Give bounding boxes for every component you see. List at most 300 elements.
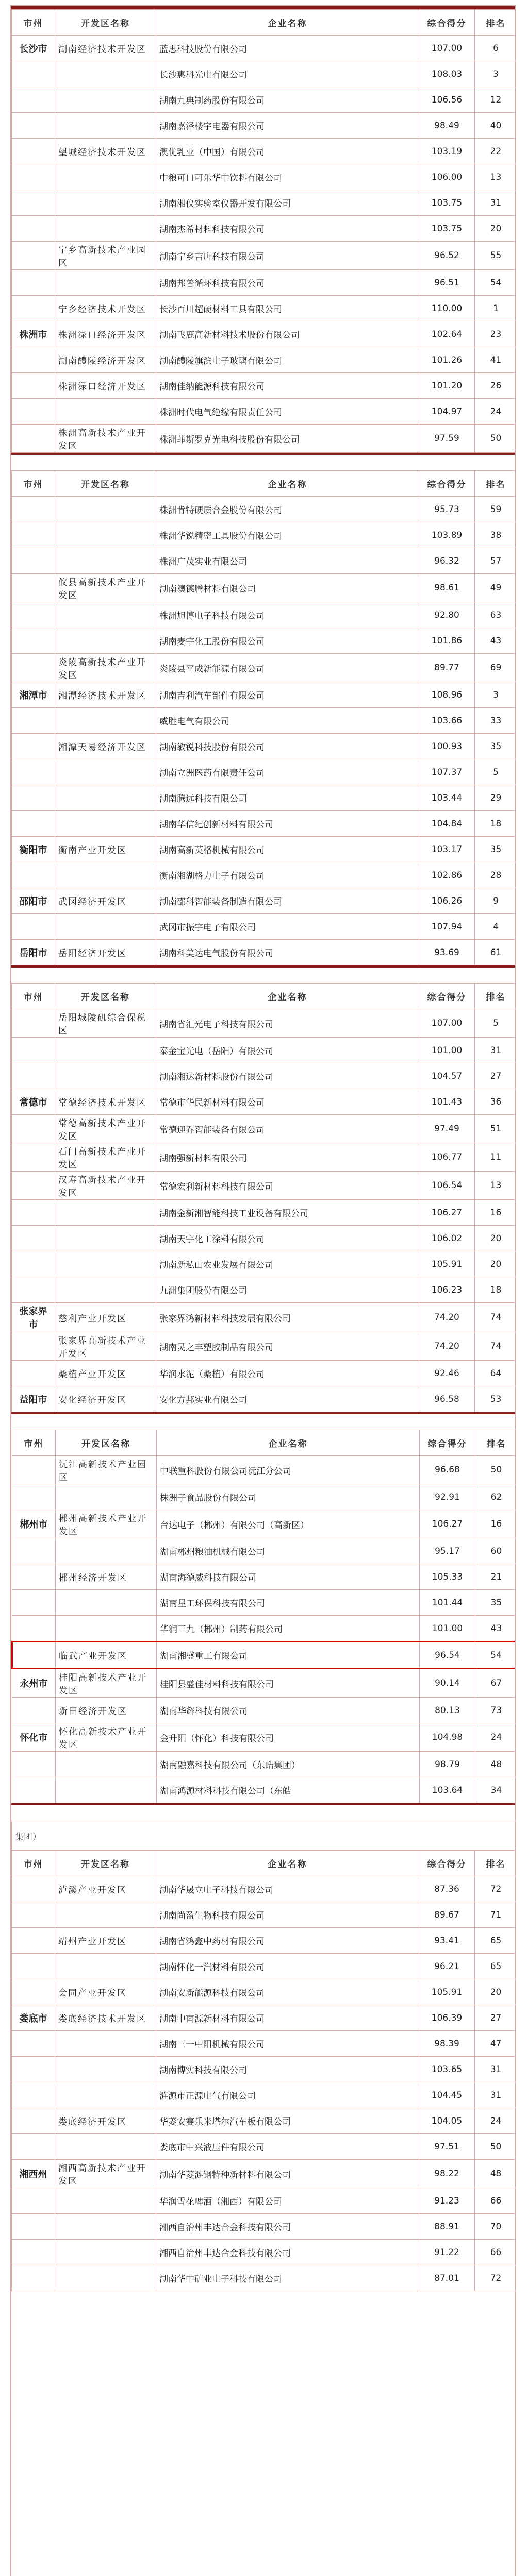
company-cell: 中粮可口可乐华中饮料有限公司 — [156, 164, 419, 190]
city-cell — [12, 2108, 55, 2134]
city-cell — [12, 270, 55, 296]
rank-cell: 61 — [475, 940, 516, 965]
city-cell — [12, 1038, 55, 1063]
rank-cell: 22 — [475, 139, 516, 164]
company-cell: 湖南博实科技有限公司 — [156, 2057, 419, 2082]
company-cell: 泰金宝光电（岳阳）有限公司 — [156, 1038, 419, 1063]
city-cell: 张家界市 — [12, 1303, 55, 1332]
city-cell — [12, 654, 55, 682]
company-cell: 株洲菲斯罗克光电科技股份有限公司 — [156, 425, 419, 453]
table-row — [12, 61, 516, 87]
ranking-table — [11, 1821, 516, 2291]
header-zone: 开发区名称 — [56, 1430, 157, 1456]
score-cell: 96.68 — [420, 1456, 475, 1484]
score-cell: 106.56 — [419, 87, 475, 113]
city-cell — [12, 497, 55, 522]
zone-cell: 安化经济开发区 — [55, 1386, 156, 1412]
zone-cell — [55, 628, 156, 654]
company-cell: 湖南郴州粮油机械有限公司 — [157, 1538, 420, 1564]
score-cell: 101.26 — [419, 347, 475, 373]
city-cell — [12, 399, 55, 425]
company-cell: 湖南湘盛重工有限公司 — [157, 1642, 420, 1669]
rank-cell: 70 — [475, 2214, 516, 2240]
city-cell — [12, 1698, 56, 1723]
section-divider — [11, 453, 515, 470]
company-cell: 湖南华信纪创新材料有限公司 — [156, 811, 419, 837]
zone-cell: 常德经济技术开发区 — [55, 1089, 156, 1115]
table-section — [11, 9, 515, 453]
city-cell — [12, 1456, 56, 1484]
zone-cell: 石门高新技术产业开发区 — [55, 1143, 156, 1172]
table-row — [12, 2005, 516, 2031]
table-row — [12, 2031, 516, 2057]
company-cell: 湖南省鸿鑫中药材有限公司 — [156, 1928, 419, 1954]
score-cell: 106.00 — [419, 164, 475, 190]
table-row — [12, 113, 516, 139]
score-cell: 102.86 — [419, 862, 475, 888]
zone-cell: 汉寿高新技术产业开发区 — [55, 1172, 156, 1200]
table-row — [12, 602, 516, 628]
city-cell: 邵阳市 — [12, 888, 55, 914]
rank-cell: 60 — [475, 1538, 516, 1564]
zone-cell — [55, 811, 156, 837]
ranking-table — [11, 470, 516, 965]
company-cell: 湖南宁乡吉唐科技有限公司 — [156, 242, 419, 270]
city-cell — [12, 164, 55, 190]
rank-cell: 41 — [475, 347, 516, 373]
section-divider — [11, 1412, 515, 1430]
zone-cell — [55, 914, 156, 940]
company-cell: 湖南尚盈生物科技有限公司 — [156, 1902, 419, 1928]
rank-cell: 40 — [475, 113, 516, 139]
rank-cell: 13 — [475, 1172, 516, 1200]
section-divider — [11, 965, 515, 983]
zone-cell: 郴州经济开发区 — [56, 1564, 157, 1590]
table-row — [12, 190, 516, 216]
ranking-table — [11, 983, 516, 1412]
section-divider — [11, 1803, 515, 1821]
city-cell — [12, 1979, 55, 2005]
rank-cell: 3 — [475, 682, 516, 708]
table-row — [12, 1954, 516, 1979]
zone-cell — [55, 1902, 156, 1928]
zone-cell: 泸溪产业开发区 — [55, 1876, 156, 1902]
score-cell: 103.75 — [419, 190, 475, 216]
score-cell: 101.43 — [419, 1089, 475, 1115]
city-cell — [12, 87, 55, 113]
rank-cell: 50 — [475, 1456, 516, 1484]
score-cell: 104.97 — [419, 399, 475, 425]
table-row — [12, 1332, 516, 1361]
table-row — [12, 1876, 516, 1902]
note-cell: 集团） — [12, 1821, 516, 1851]
header-city: 市州 — [12, 1430, 56, 1456]
rank-cell: 74 — [475, 1303, 516, 1332]
zone-cell: 湖南醴陵经济开发区 — [55, 347, 156, 373]
city-cell: 怀化市 — [12, 1723, 56, 1752]
rank-cell: 24 — [475, 2108, 516, 2134]
table-row — [12, 708, 516, 734]
rank-cell: 48 — [475, 2160, 516, 2188]
zone-cell — [55, 2082, 156, 2108]
rank-cell: 50 — [475, 2134, 516, 2160]
header-row — [12, 471, 516, 497]
rank-cell: 20 — [475, 1226, 516, 1251]
table-row — [12, 1143, 516, 1172]
company-cell: 湖南敏锐科技股份有限公司 — [156, 734, 419, 759]
header-row — [12, 984, 516, 1009]
company-cell: 湖南三一中阳机械有限公司 — [156, 2031, 419, 2057]
rank-cell: 66 — [475, 2240, 516, 2265]
table-row — [12, 1038, 516, 1063]
table-row — [12, 242, 516, 270]
zone-cell — [56, 1484, 157, 1510]
score-cell: 90.14 — [420, 1669, 475, 1698]
table-section — [11, 1430, 515, 1803]
company-cell: 湖南省汇光电子科技有限公司 — [156, 1009, 419, 1038]
company-cell: 株洲广茂实业有限公司 — [156, 548, 419, 574]
zone-cell: 湘西高新技术产业开发区 — [55, 2160, 156, 2188]
table-row — [12, 296, 516, 321]
city-cell — [12, 759, 55, 785]
header-score: 综合得分 — [419, 1851, 475, 1876]
zone-cell — [56, 1752, 157, 1777]
score-cell: 98.22 — [419, 2160, 475, 2188]
score-cell: 98.49 — [419, 113, 475, 139]
rank-cell: 43 — [475, 628, 516, 654]
city-cell — [12, 1172, 55, 1200]
rank-cell: 59 — [475, 497, 516, 522]
rank-cell: 62 — [475, 1484, 516, 1510]
score-cell: 106.27 — [419, 1200, 475, 1226]
table-row — [12, 940, 516, 965]
table-row — [12, 785, 516, 811]
city-cell — [12, 1777, 56, 1803]
score-cell: 74.20 — [419, 1332, 475, 1361]
company-cell: 金升阳（怀化）科技有限公司 — [157, 1723, 420, 1752]
score-cell: 87.01 — [419, 2265, 475, 2291]
city-cell — [12, 2265, 55, 2291]
company-cell: 湖南高新英格机械有限公司 — [156, 837, 419, 862]
zone-cell: 娄底经济技术开发区 — [55, 2005, 156, 2031]
score-cell: 105.33 — [420, 1564, 475, 1590]
table-row — [12, 164, 516, 190]
rank-cell: 72 — [475, 2265, 516, 2291]
rank-cell: 18 — [475, 1277, 516, 1303]
zone-cell — [56, 1538, 157, 1564]
company-cell: 湖南新私山农业发展有限公司 — [156, 1251, 419, 1277]
rank-cell: 71 — [475, 1902, 516, 1928]
city-cell — [12, 296, 55, 321]
header-city: 市州 — [12, 10, 55, 36]
table-row — [12, 1251, 516, 1277]
score-cell: 96.32 — [419, 548, 475, 574]
table-row — [12, 1777, 516, 1803]
city-cell — [12, 914, 55, 940]
rank-cell: 69 — [475, 654, 516, 682]
score-cell: 92.46 — [419, 1361, 475, 1386]
zone-cell: 郴州高新技术产业开发区 — [56, 1510, 157, 1538]
header-city: 市州 — [12, 984, 55, 1009]
table-row — [12, 574, 516, 602]
zone-cell: 湖南经济技术开发区 — [55, 36, 156, 61]
city-cell: 湘西州 — [12, 2160, 55, 2188]
company-cell: 娄底市中兴液压件有限公司 — [156, 2134, 419, 2160]
city-cell — [12, 708, 55, 734]
table-row — [12, 36, 516, 61]
score-cell: 101.86 — [419, 628, 475, 654]
zone-cell — [55, 785, 156, 811]
score-cell: 89.67 — [419, 1902, 475, 1928]
city-cell: 益阳市 — [12, 1386, 55, 1412]
score-cell: 91.23 — [419, 2188, 475, 2214]
zone-cell — [55, 522, 156, 548]
rank-cell: 24 — [475, 1723, 516, 1752]
table-row — [12, 1616, 516, 1642]
score-cell: 93.41 — [419, 1928, 475, 1954]
table-row — [12, 1669, 516, 1698]
score-cell: 101.44 — [420, 1590, 475, 1616]
score-cell: 106.77 — [419, 1143, 475, 1172]
zone-cell — [55, 2134, 156, 2160]
rank-cell: 72 — [475, 1876, 516, 1902]
header-company: 企业名称 — [156, 1851, 419, 1876]
table-row — [12, 888, 516, 914]
city-cell — [12, 1143, 55, 1172]
rank-cell: 6 — [475, 36, 516, 61]
table-row — [12, 2160, 516, 2188]
table-row — [12, 2265, 516, 2291]
table-row — [12, 87, 516, 113]
score-cell: 101.20 — [419, 373, 475, 399]
company-cell: 澳优乳业（中国）有限公司 — [156, 139, 419, 164]
zone-cell — [56, 1590, 157, 1616]
score-cell: 88.91 — [419, 2214, 475, 2240]
score-cell: 103.19 — [419, 139, 475, 164]
city-cell — [12, 2057, 55, 2082]
ranking-table — [11, 9, 516, 453]
company-cell: 湖南怀化一汽材料有限公司 — [156, 1954, 419, 1979]
table-row — [12, 1902, 516, 1928]
rank-cell: 27 — [475, 2005, 516, 2031]
company-cell: 湖南飞鹿高新材料技术股份有限公司 — [156, 321, 419, 347]
company-cell: 涟源市正源电气有限公司 — [156, 2082, 419, 2108]
city-cell — [12, 1251, 55, 1277]
score-cell: 95.73 — [419, 497, 475, 522]
header-zone: 开发区名称 — [55, 471, 156, 497]
score-cell: 92.80 — [419, 602, 475, 628]
score-cell: 98.79 — [420, 1752, 475, 1777]
city-cell — [12, 1642, 56, 1669]
company-cell: 湖南华菱涟钢特种新材料有限公司 — [156, 2160, 419, 2188]
table-row-highlighted — [12, 1642, 516, 1669]
zone-cell: 靖州产业开发区 — [55, 1928, 156, 1954]
rank-cell: 35 — [475, 837, 516, 862]
city-cell — [12, 2214, 55, 2240]
rank-cell: 48 — [475, 1752, 516, 1777]
score-cell: 96.54 — [420, 1642, 475, 1669]
company-cell: 湖南鸿源材料科技有限公司（东皓 — [157, 1777, 420, 1803]
score-cell: 107.00 — [419, 1009, 475, 1038]
rank-cell: 5 — [475, 759, 516, 785]
header-row — [12, 10, 516, 36]
city-cell — [12, 1277, 55, 1303]
header-score: 综合得分 — [419, 471, 475, 497]
city-cell — [12, 2134, 55, 2160]
score-cell: 98.39 — [419, 2031, 475, 2057]
table-row — [12, 1698, 516, 1723]
city-cell — [12, 574, 55, 602]
zone-cell — [55, 2031, 156, 2057]
zone-cell: 岳阳经济开发区 — [55, 940, 156, 965]
rank-cell: 20 — [475, 216, 516, 242]
company-cell: 株洲华锐精密工具股份有限公司 — [156, 522, 419, 548]
company-cell: 株洲子食品股份有限公司 — [157, 1484, 420, 1510]
company-cell: 湘西自治州丰达合金科技有限公司 — [156, 2240, 419, 2265]
city-cell — [12, 1115, 55, 1143]
rank-cell: 57 — [475, 548, 516, 574]
rank-cell: 20 — [475, 1979, 516, 2005]
city-cell — [12, 347, 55, 373]
company-cell: 湖南中南源新材料有限公司 — [156, 2005, 419, 2031]
city-cell — [12, 2188, 55, 2214]
table-row — [12, 425, 516, 453]
score-cell: 110.00 — [419, 296, 475, 321]
table-row — [12, 1564, 516, 1590]
company-cell: 湖南杰希材料科技有限公司 — [156, 216, 419, 242]
table-row — [12, 1752, 516, 1777]
score-cell: 103.66 — [419, 708, 475, 734]
score-cell: 98.61 — [419, 574, 475, 602]
score-cell: 103.64 — [420, 1777, 475, 1803]
score-cell: 96.52 — [419, 242, 475, 270]
company-cell: 湖南强新材料有限公司 — [156, 1143, 419, 1172]
zone-cell: 株洲高新技术产业开发区 — [55, 425, 156, 453]
score-cell: 106.39 — [419, 2005, 475, 2031]
rank-cell: 5 — [475, 1009, 516, 1038]
zone-cell — [55, 548, 156, 574]
city-cell — [12, 216, 55, 242]
header-company: 企业名称 — [157, 1430, 420, 1456]
city-cell — [12, 1484, 56, 1510]
table-row — [12, 1484, 516, 1510]
company-cell: 华润水泥（桑植）有限公司 — [156, 1361, 419, 1386]
zone-cell: 慈利产业开发区 — [55, 1303, 156, 1332]
rank-cell: 23 — [475, 321, 516, 347]
table-row — [12, 373, 516, 399]
rank-cell: 65 — [475, 1954, 516, 1979]
zone-cell — [55, 1226, 156, 1251]
city-cell — [12, 1361, 55, 1386]
score-cell: 87.36 — [419, 1876, 475, 1902]
header-rank: 排名 — [475, 471, 516, 497]
table-row — [12, 497, 516, 522]
city-cell — [12, 190, 55, 216]
city-cell — [12, 1590, 56, 1616]
company-cell: 安化方邦实业有限公司 — [156, 1386, 419, 1412]
company-cell: 华润三九（郴州）制药有限公司 — [157, 1616, 420, 1642]
rank-cell: 11 — [475, 1143, 516, 1172]
zone-cell: 湘潭天易经济开发区 — [55, 734, 156, 759]
company-cell: 张家界鸿新材料科技发展有限公司 — [156, 1303, 419, 1332]
zone-cell: 怀化高新技术产业开发区 — [56, 1723, 157, 1752]
city-cell — [12, 1009, 55, 1038]
rank-cell: 35 — [475, 1590, 516, 1616]
company-cell: 湖南九典制药股份有限公司 — [156, 87, 419, 113]
header-rank: 排名 — [475, 1851, 516, 1876]
company-cell: 常德迎乔智能装备有限公司 — [156, 1115, 419, 1143]
company-cell: 湖南天宇化工涂料有限公司 — [156, 1226, 419, 1251]
city-cell — [12, 2082, 55, 2108]
header-company: 企业名称 — [156, 984, 419, 1009]
rank-cell: 63 — [475, 602, 516, 628]
rank-cell: 34 — [475, 1777, 516, 1803]
zone-cell — [55, 61, 156, 87]
table-row — [12, 216, 516, 242]
company-cell: 湖南海德威科技有限公司 — [157, 1564, 420, 1590]
ranking-table — [11, 1430, 516, 1803]
rank-cell: 47 — [475, 2031, 516, 2057]
company-cell: 湖南嘉泽楼宇电器有限公司 — [156, 113, 419, 139]
zone-cell — [55, 1277, 156, 1303]
score-cell: 108.03 — [419, 61, 475, 87]
header-row — [12, 1430, 516, 1456]
score-cell: 106.27 — [420, 1510, 475, 1538]
zone-cell: 望城经济技术开发区 — [55, 139, 156, 164]
rank-cell: 74 — [475, 1332, 516, 1361]
city-cell: 株洲市 — [12, 321, 55, 347]
table-row — [12, 2108, 516, 2134]
company-cell: 台达电子（郴州）有限公司（高新区） — [157, 1510, 420, 1538]
table-row — [12, 1538, 516, 1564]
city-cell — [12, 425, 55, 453]
company-cell: 湖南灵之丰塑胶制品有限公司 — [156, 1332, 419, 1361]
score-cell: 103.17 — [419, 837, 475, 862]
company-cell: 炎陵县平成新能源有限公司 — [156, 654, 419, 682]
rank-cell: 64 — [475, 1361, 516, 1386]
table-row — [12, 759, 516, 785]
table-row — [12, 1456, 516, 1484]
company-cell: 湖南安新能源科技有限公司 — [156, 1979, 419, 2005]
zone-cell: 临武产业开发区 — [56, 1642, 157, 1669]
rank-cell: 21 — [475, 1564, 516, 1590]
rank-cell: 53 — [475, 1386, 516, 1412]
rank-cell: 31 — [475, 2057, 516, 2082]
score-cell: 106.02 — [419, 1226, 475, 1251]
zone-cell — [56, 1777, 157, 1803]
header-score: 综合得分 — [420, 1430, 475, 1456]
score-cell: 103.75 — [419, 216, 475, 242]
score-cell: 92.91 — [420, 1484, 475, 1510]
rank-cell: 12 — [475, 87, 516, 113]
score-cell: 95.17 — [420, 1538, 475, 1564]
zone-cell — [55, 190, 156, 216]
table-section — [11, 983, 515, 1412]
company-cell: 株洲肯特硬质合金股份有限公司 — [156, 497, 419, 522]
rank-cell: 13 — [475, 164, 516, 190]
city-cell: 永州市 — [12, 1669, 56, 1698]
table-row — [12, 2214, 516, 2240]
zone-cell — [55, 399, 156, 425]
table-row — [12, 682, 516, 708]
rank-cell: 38 — [475, 522, 516, 548]
company-cell: 湖南佳纳能源科技有限公司 — [156, 373, 419, 399]
score-cell: 96.21 — [419, 1954, 475, 1979]
company-cell: 湖南华辉科技有限公司 — [157, 1698, 420, 1723]
zone-cell: 张家界高新技术产业开发区 — [55, 1332, 156, 1361]
zone-cell: 株洲渌口经济开发区 — [55, 321, 156, 347]
zone-cell: 沅江高新技术产业园区 — [56, 1456, 157, 1484]
